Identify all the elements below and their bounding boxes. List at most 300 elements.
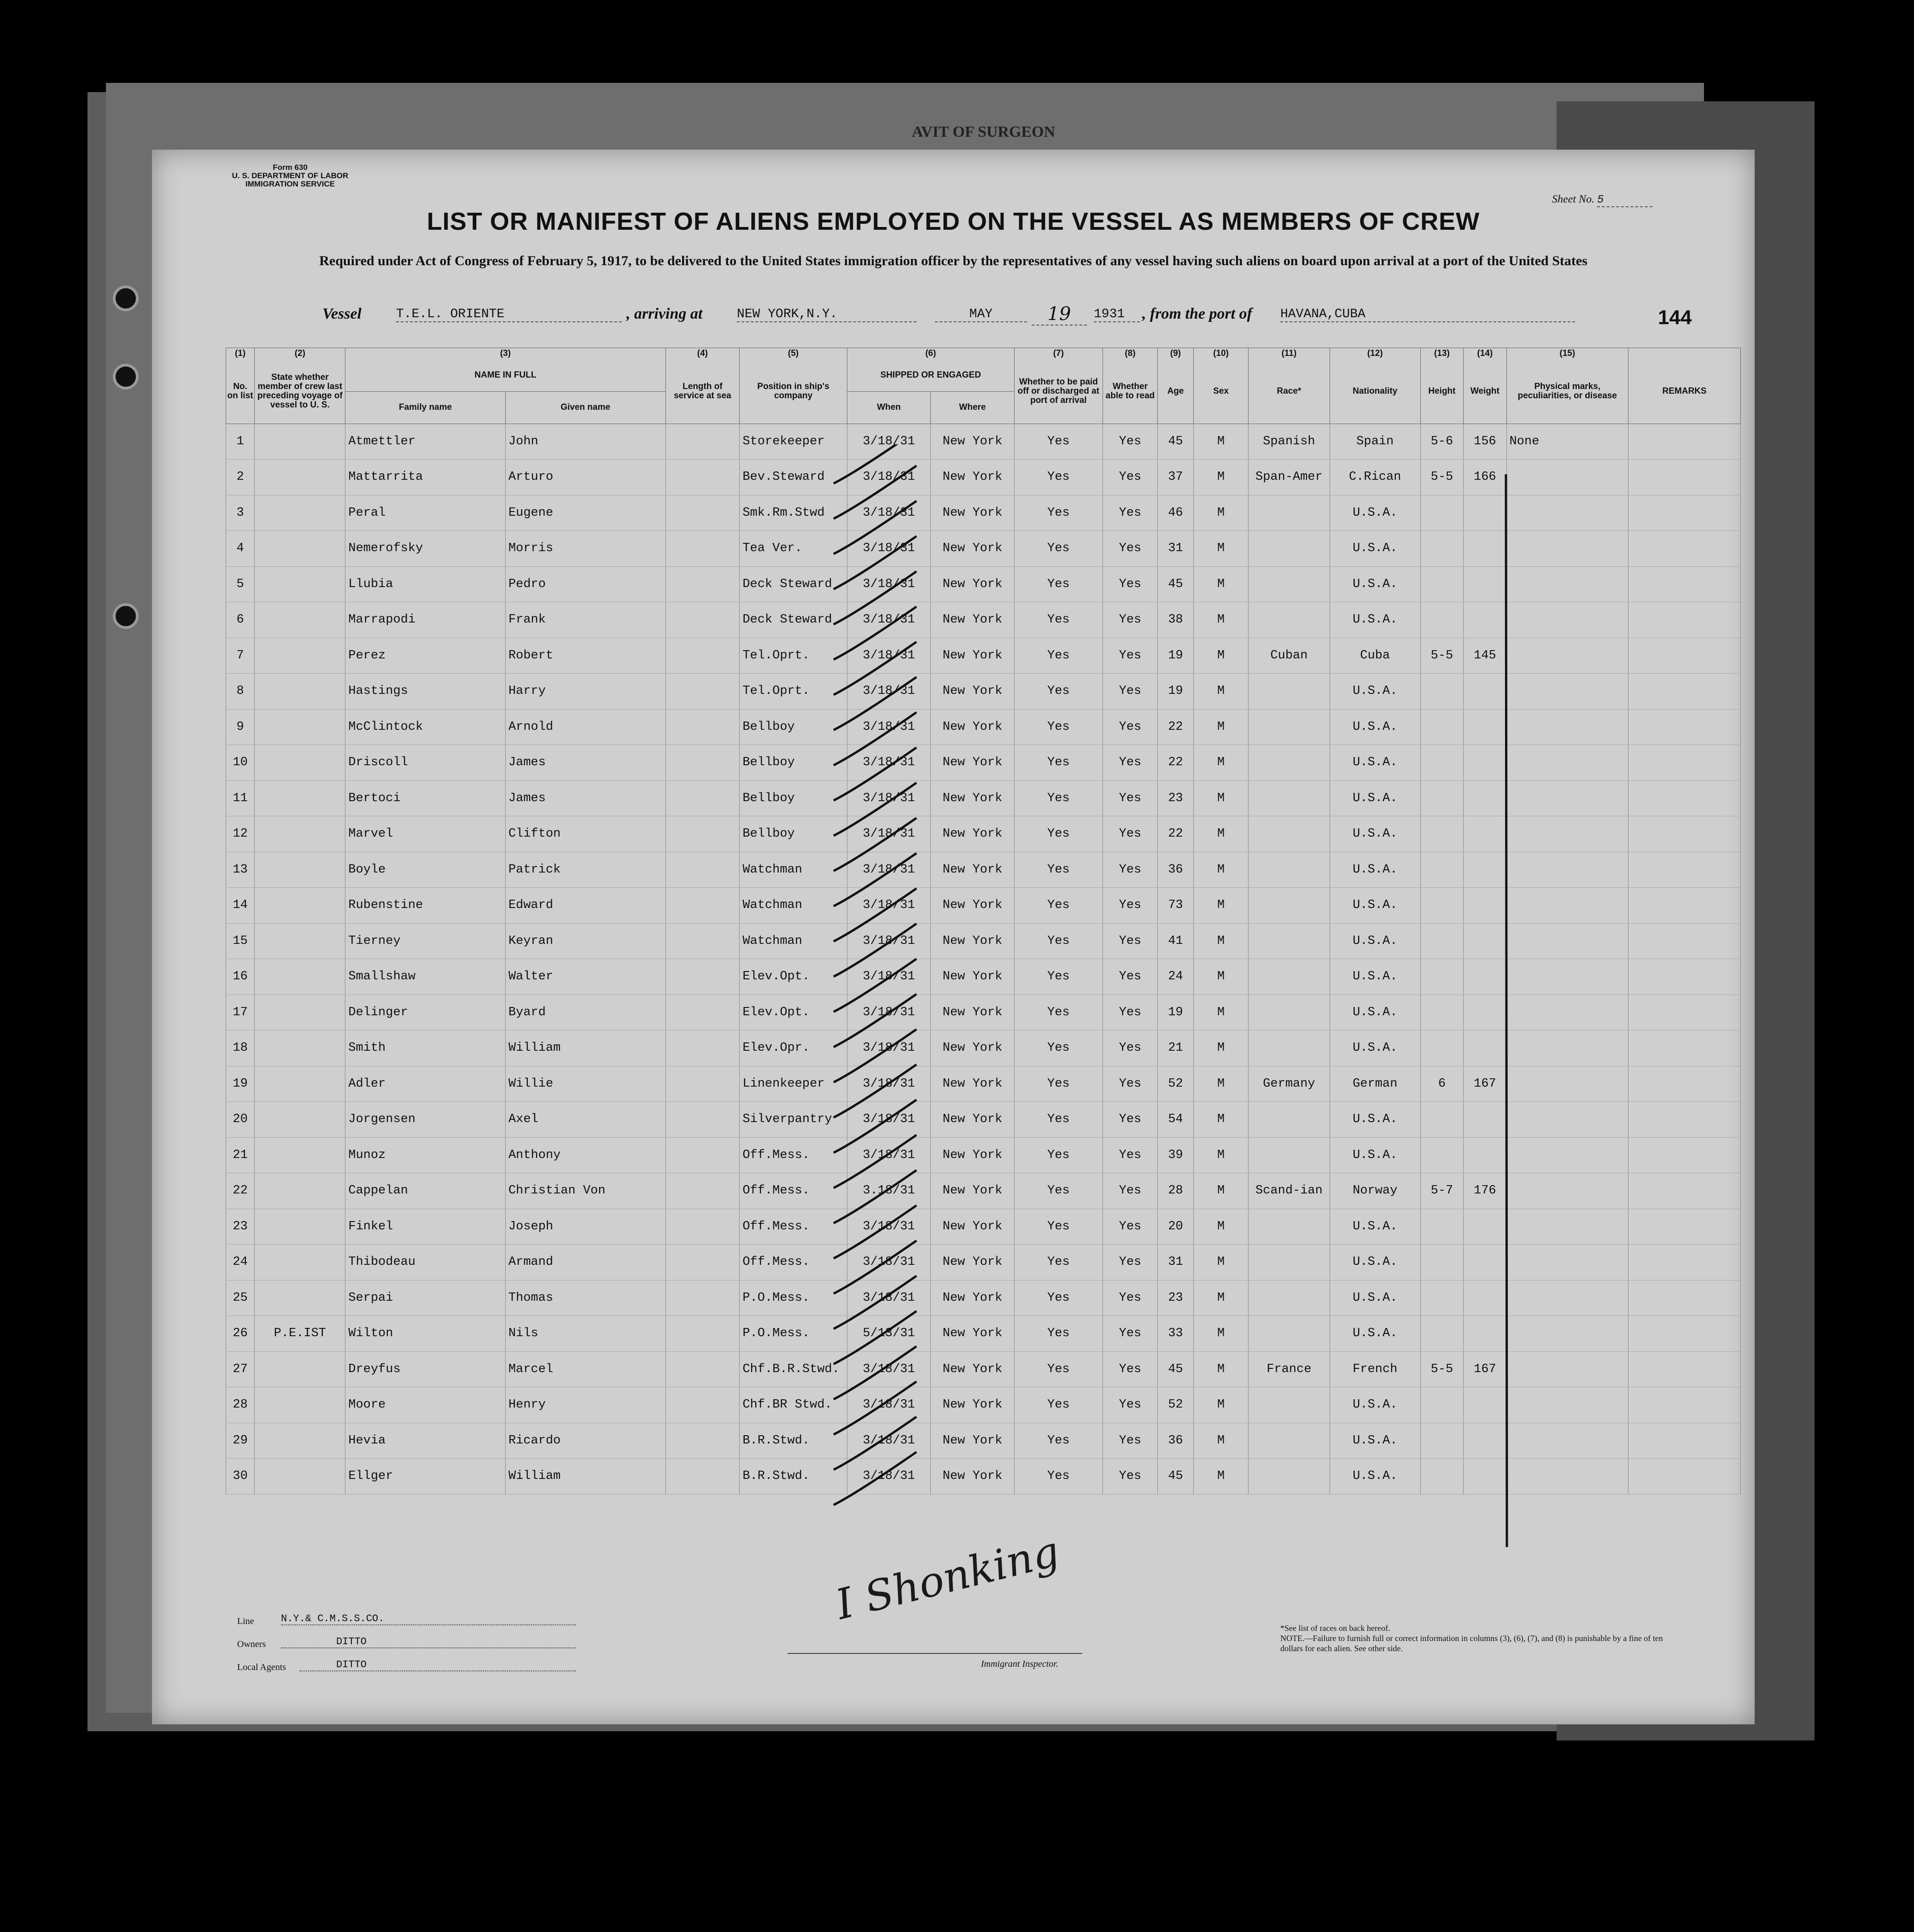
sex-cell: M [1193, 1209, 1248, 1245]
read-cell: Yes [1103, 1245, 1157, 1280]
nationality-cell: U.S.A. [1330, 1316, 1420, 1352]
family-name-cell: Driscoll [345, 745, 506, 781]
paid-off-cell: Yes [1014, 923, 1103, 959]
length-cell [665, 852, 740, 888]
department: U. S. DEPARTMENT OF LABOR [232, 171, 349, 180]
form-header [230, 163, 350, 188]
page-subtitle: Required under Act of Congress of February 5, 1917, to be delivered to the United States immigration officer by the representatives of any vessel having such aliens on board upon arrival at a port of the United States [319, 253, 1587, 268]
row-number: 21 [226, 1137, 255, 1173]
length-cell [665, 780, 740, 816]
length-cell [665, 959, 740, 995]
given-name-cell: Ricardo [505, 1423, 665, 1459]
family-name-cell: Delinger [345, 995, 506, 1030]
when-cell: 3/18/31 [847, 888, 931, 924]
where-cell: New York [931, 566, 1015, 602]
read-cell: Yes [1103, 780, 1157, 816]
race-cell [1249, 888, 1330, 924]
remarks-cell [1628, 1137, 1741, 1173]
where-cell: New York [931, 1245, 1015, 1280]
nationality-cell: U.S.A. [1330, 674, 1420, 710]
nationality-cell: U.S.A. [1330, 816, 1420, 852]
family-name-cell: Adler [345, 1066, 506, 1102]
sex-cell: M [1193, 1316, 1248, 1352]
state-cell [255, 566, 345, 602]
row-number: 18 [226, 1030, 255, 1066]
sex-cell: M [1193, 1030, 1248, 1066]
given-name-cell: Arnold [505, 709, 665, 745]
age-cell: 52 [1158, 1066, 1194, 1102]
position-cell: Watchman [740, 888, 847, 924]
where-cell: New York [931, 674, 1015, 710]
paid-off-cell: Yes [1014, 495, 1103, 531]
race-cell [1249, 709, 1330, 745]
sex-cell: M [1193, 745, 1248, 781]
paid-off-cell: Yes [1014, 1066, 1103, 1102]
check-marks [820, 444, 949, 1586]
sex-cell: M [1193, 959, 1248, 995]
nationality-cell: U.S.A. [1330, 888, 1420, 924]
sex-cell: M [1193, 709, 1248, 745]
age-cell: 22 [1158, 745, 1194, 781]
marks-cell [1506, 495, 1628, 531]
manifest-sheet: Form 630 U. S. DEPARTMENT OF LABOR IMMIGRATION SERVICE Sheet No. 5 LIST OR MANIFEST OF ALIENS EMPLOYED ON THE VESSEL AS MEMBERS OF CREW Required under Act of Congress of February 5, 1917, to be delivered to the United States immigration officer by the representatives of any vessel having such aliens on board upon arrival at a port of the United States Vessel T.E.L. ORIENTE , arriving at NEW YORK,N.Y. MAY 19 1931 , from the port of HAVANA,CUBA 144 (1) (2) (3) (4) (5) (6) (7) (8) (9) (10) (11) (12) (13) (14) (15) No. on list State whether member of crew last preceding voyage of vessel to U. S. NAME IN FULL Length of service at sea Position in ship's company SHIPPED OR ENGAGED Whether to be paid off or discharged at port of arrival Whether able to read Age Sex Race* Nationality Height Weight Physical marks, peculiarities, or disease REMARKS Family name Given name When Where 1 Atmettler John Storekeeper 3/18/31 New York Yes Yes 45 M Spanish Spain 5-6 156 None 2 Mattarrita Arturo Bev.Steward 3/18/31 New York Yes Yes 37 M Span-Amer C.Rican 5-5 166 3 Peral Eugene Smk.Rm.Stwd 3/18/31 New York Yes Yes 46 M U.S.A. 4 Nemerofsky Morris Tea Ver. 3/18/31 New York Yes Yes 31 M U.S.A. 5 Llubia Pedro Deck Steward 3/18/31 New York Yes Yes 45 M U.S.A. 6 Marrapodi Frank Deck Steward 3/18/31 New York Yes Yes 38 M U.S.A. 7 Perez Robert Tel.Oprt. 3/18/31 New York Yes Yes 19 M Cuban Cuba 5-5 145 8 Hastings Harry Tel.Oprt. 3/18/31 New York Yes Yes 19 M U.S.A. 9 McClintock Arnold Bellboy 3/18/31 New York Yes Yes 22 M U.S.A. 10 Driscoll James Bellboy 3/18/31 New York Yes Yes 22 M U.S.A. 11 Bertoci James Bellboy 3/18/31 New York Yes Yes 23 M U.S.A. 12 Marvel Clifton Bellboy 3/18/31 New York Yes Yes 22 M U.S.A. 13 Boyle Patrick Watchman 3/18/31 New York Yes Yes 36 M U.S.A. 14 Rubenstine Edward Watchman 3/18/31 New York Yes Yes 73 M U.S.A. 15 Tierney Keyran Watchman 3/18/31 New York Yes Yes 41 M U.S.A. 16 Smallshaw Walter Elev.Opt. 3/18/31 New York Yes Yes 24 M U.S.A. 17 Delinger Byard Elev.Opt. 3/18/31 New York Yes Yes 19 M U.S.A. 18 Smith William Elev.Opr. 3/18/31 New York Yes Yes 21 M U.S.A. 19 Adler Willie Linenkeeper 3/18/31 New York Yes Yes 52 M Germany German 6 167 20 Jorgensen Axel Silverpantry 3/18/31 New York Yes Yes 54 M U.S.A. 21 Munoz Anthony Off.Mess. 3/18/31 New York Yes Yes 39 M U.S.A. 22 Cappelan Christian Von Off.Mess. 3.18/31 New York Yes Yes 28 M Scand-ian Norway 5-7 176 23 Finkel Joseph Off.Mess. 3/18/31 New York Yes Yes 20 M U.S.A. 24 Thibodeau Armand Off.Mess. 3/18/31 New York Yes Yes 31 M U.S.A. 25 Serpai Thomas P.O.Mess. 3/18/31 New York Yes Yes 23 M U.S.A. 26 P.E.IST Wilton Nils P.O.Mess. 5/13/31 New York Yes Yes 33 M U.S.A. 27 Dreyfus Marcel Chf.B.R.Stwd. 3/18/31 New York Yes Yes 45 M France French 5-5 167 28 Moore Henry Chf.BR Stwd. 3/18/31 New York Yes Yes 52 M U.S.A. 29 Hevia Ricardo B.R.Stwd. 3/18/31 New York Yes Yes 36 M U.S.A. 30 Ellger William B.R.Stwd. 3/18/31 New York Yes Yes 45 M U.S.A. Line N.Y.& C.M.S.S.CO. Owners DITTO Local Agents DITTO I Shonking Immigrant Inspector. *See list of races on back hereof. NOTE.—Failure to furnish full or correct information in columns (3), (6), (7), and (8) is punishable by a fine of ten dollars for each alien. See other side. [152, 150, 1755, 1724]
given-name-cell: Thomas [505, 1280, 665, 1316]
owners-label: Owners [237, 1639, 266, 1649]
given-name-cell: Byard [505, 995, 665, 1030]
nationality-cell: U.S.A. [1330, 1423, 1420, 1459]
marks-cell [1506, 1245, 1628, 1280]
family-name-cell: Hevia [345, 1423, 506, 1459]
where-cell: New York [931, 995, 1015, 1030]
where-cell: New York [931, 1209, 1015, 1245]
row-number: 11 [226, 780, 255, 816]
paid-off-cell: Yes [1014, 531, 1103, 567]
race-cell [1249, 959, 1330, 995]
height-cell: 5-6 [1420, 424, 1463, 460]
remarks-cell [1628, 1102, 1741, 1138]
col-no: No. on list [226, 359, 255, 424]
row-number: 10 [226, 745, 255, 781]
state-cell [255, 1459, 345, 1495]
position-cell: Smk.Rm.Stwd [740, 495, 847, 531]
when-cell: 3/18/31 [847, 1030, 931, 1066]
read-cell: Yes [1103, 1030, 1157, 1066]
position-cell: Silverpantry [740, 1102, 847, 1138]
weight-cell: 145 [1464, 638, 1506, 674]
binder-hole [113, 603, 139, 629]
where-cell: New York [931, 424, 1015, 460]
marks-cell [1506, 460, 1628, 495]
state-cell [255, 1423, 345, 1459]
marks-cell [1506, 1387, 1628, 1423]
height-cell: 5-5 [1420, 1351, 1463, 1387]
nationality-cell: U.S.A. [1330, 566, 1420, 602]
nationality-cell: Cuba [1330, 638, 1420, 674]
where-cell: New York [931, 959, 1015, 995]
col-position: Position in ship's company [740, 359, 847, 424]
weight-cell: 166 [1464, 460, 1506, 495]
nationality-cell: U.S.A. [1330, 745, 1420, 781]
given-name-cell: Walter [505, 959, 665, 995]
length-cell [665, 1030, 740, 1066]
height-cell [1420, 1316, 1463, 1352]
family-name-cell: Boyle [345, 852, 506, 888]
paid-off-cell: Yes [1014, 888, 1103, 924]
height-cell [1420, 602, 1463, 638]
marks-cell [1506, 709, 1628, 745]
age-cell: 22 [1158, 816, 1194, 852]
age-cell: 23 [1158, 1280, 1194, 1316]
row-number: 7 [226, 638, 255, 674]
row-number: 25 [226, 1280, 255, 1316]
arrival-day: 19 [1032, 303, 1087, 326]
position-cell: Tel.Oprt. [740, 674, 847, 710]
race-cell [1249, 852, 1330, 888]
page-title: LIST OR MANIFEST OF ALIENS EMPLOYED ON THE VESSEL AS MEMBERS OF CREW [426, 208, 1480, 235]
height-cell [1420, 1137, 1463, 1173]
read-cell: Yes [1103, 638, 1157, 674]
given-name-cell: Marcel [505, 1351, 665, 1387]
race-cell: France [1249, 1351, 1330, 1387]
where-cell: New York [931, 852, 1015, 888]
remarks-cell [1628, 1280, 1741, 1316]
col-race: Race* [1249, 359, 1330, 424]
agents-label: Local Agents [237, 1662, 286, 1672]
family-name-cell: Cappelan [345, 1173, 506, 1209]
row-number: 6 [226, 602, 255, 638]
race-cell [1249, 531, 1330, 567]
nationality-cell: U.S.A. [1330, 1102, 1420, 1138]
remarks-cell [1628, 959, 1741, 995]
remarks-cell [1628, 638, 1741, 674]
header-label-row-top [226, 359, 1741, 391]
given-name-cell: Willie [505, 1066, 665, 1102]
read-cell: Yes [1103, 852, 1157, 888]
family-name-cell: Marrapodi [345, 602, 506, 638]
read-cell: Yes [1103, 674, 1157, 710]
remarks-cell [1628, 424, 1741, 460]
family-name-cell: Dreyfus [345, 1351, 506, 1387]
nationality-cell: C.Rican [1330, 460, 1420, 495]
length-cell [665, 531, 740, 567]
when-cell: 3/18/31 [847, 816, 931, 852]
given-name-cell: Keyran [505, 923, 665, 959]
given-name-cell: Axel [505, 1102, 665, 1138]
race-cell: Scand-ian [1249, 1173, 1330, 1209]
given-name-cell: Clifton [505, 816, 665, 852]
height-cell [1420, 923, 1463, 959]
age-cell: 19 [1158, 995, 1194, 1030]
where-cell: New York [931, 923, 1015, 959]
service: IMMIGRATION SERVICE [245, 180, 335, 188]
race-cell [1249, 1387, 1330, 1423]
paid-off-cell: Yes [1014, 1245, 1103, 1280]
remarks-cell [1628, 923, 1741, 959]
position-cell: B.R.Stwd. [740, 1423, 847, 1459]
height-cell [1420, 852, 1463, 888]
sex-cell: M [1193, 1351, 1248, 1387]
age-cell: 28 [1158, 1173, 1194, 1209]
col-family: Family name [345, 391, 506, 424]
where-cell: New York [931, 1316, 1015, 1352]
position-cell: Bellboy [740, 709, 847, 745]
length-cell [665, 995, 740, 1030]
when-cell: 3/18/31 [847, 780, 931, 816]
race-cell [1249, 1280, 1330, 1316]
when-cell: 3/18/31 [847, 709, 931, 745]
length-cell [665, 1459, 740, 1495]
state-cell [255, 531, 345, 567]
row-number: 14 [226, 888, 255, 924]
marks-cell [1506, 531, 1628, 567]
remarks-cell [1628, 1209, 1741, 1245]
height-cell [1420, 1423, 1463, 1459]
sex-cell: M [1193, 531, 1248, 567]
nationality-cell: Spain [1330, 424, 1420, 460]
col-when: When [847, 391, 931, 424]
row-number: 8 [226, 674, 255, 710]
length-cell [665, 424, 740, 460]
read-cell: Yes [1103, 1316, 1157, 1352]
sex-cell: M [1193, 566, 1248, 602]
height-cell [1420, 1209, 1463, 1245]
when-cell: 3/18/31 [847, 602, 931, 638]
family-name-cell: Munoz [345, 1137, 506, 1173]
remarks-cell [1628, 816, 1741, 852]
race-cell: Spanish [1249, 424, 1330, 460]
sex-cell: M [1193, 424, 1248, 460]
state-cell [255, 1280, 345, 1316]
race-cell [1249, 1137, 1330, 1173]
race-cell [1249, 1209, 1330, 1245]
paid-off-cell: Yes [1014, 460, 1103, 495]
given-name-cell: Eugene [505, 495, 665, 531]
sex-cell: M [1193, 1066, 1248, 1102]
when-cell: 3.18/31 [847, 1173, 931, 1209]
nationality-cell: U.S.A. [1330, 1245, 1420, 1280]
race-cell [1249, 816, 1330, 852]
marks-cell [1506, 1102, 1628, 1138]
height-cell [1420, 1280, 1463, 1316]
col-height: Height [1420, 359, 1463, 424]
remarks-cell [1628, 674, 1741, 710]
arrival-port: NEW YORK,N.Y. [737, 307, 916, 322]
marks-cell [1506, 780, 1628, 816]
length-cell [665, 1173, 740, 1209]
marks-cell [1506, 1351, 1628, 1387]
age-cell: 22 [1158, 709, 1194, 745]
read-cell: Yes [1103, 1280, 1157, 1316]
length-cell [665, 888, 740, 924]
when-cell: 3/18/31 [847, 674, 931, 710]
paid-off-cell: Yes [1014, 1137, 1103, 1173]
binder-hole [113, 364, 139, 390]
where-cell: New York [931, 1102, 1015, 1138]
nationality-cell: Norway [1330, 1173, 1420, 1209]
given-name-cell: Patrick [505, 852, 665, 888]
family-name-cell: Mattarrita [345, 460, 506, 495]
read-cell: Yes [1103, 1209, 1157, 1245]
age-cell: 46 [1158, 495, 1194, 531]
row-number: 30 [226, 1459, 255, 1495]
marks-cell [1506, 1423, 1628, 1459]
race-cell [1249, 1102, 1330, 1138]
col-given: Given name [505, 391, 665, 424]
row-number: 20 [226, 1102, 255, 1138]
age-cell: 36 [1158, 1423, 1194, 1459]
page-number: 144 [1658, 306, 1692, 329]
nationality-cell: U.S.A. [1330, 1137, 1420, 1173]
marks-cell [1506, 566, 1628, 602]
paid-off-cell: Yes [1014, 995, 1103, 1030]
state-cell [255, 780, 345, 816]
paid-off-cell: Yes [1014, 1173, 1103, 1209]
state-cell [255, 1209, 345, 1245]
age-cell: 52 [1158, 1387, 1194, 1423]
age-cell: 31 [1158, 531, 1194, 567]
length-cell [665, 1066, 740, 1102]
col-nationality: Nationality [1330, 359, 1420, 424]
col-paid-off: Whether to be paid off or discharged at port of arrival [1014, 359, 1103, 424]
remarks-cell [1628, 888, 1741, 924]
read-cell: Yes [1103, 1066, 1157, 1102]
family-name-cell: Tierney [345, 923, 506, 959]
position-cell: Off.Mess. [740, 1209, 847, 1245]
remarks-cell [1628, 566, 1741, 602]
marks-cell [1506, 888, 1628, 924]
marks-cell [1506, 1459, 1628, 1495]
weight-cell: 156 [1464, 424, 1506, 460]
length-cell [665, 602, 740, 638]
state-cell [255, 495, 345, 531]
sheet-number: Sheet No. 5 [1552, 193, 1652, 207]
inspector-label: Immigrant Inspector. [981, 1659, 1058, 1669]
form-number: Form 630 [273, 163, 308, 172]
col-read: Whether able to read [1103, 359, 1157, 424]
race-cell [1249, 1316, 1330, 1352]
state-cell [255, 888, 345, 924]
paid-off-cell: Yes [1014, 745, 1103, 781]
read-cell: Yes [1103, 460, 1157, 495]
sex-cell: M [1193, 1387, 1248, 1423]
age-cell: 36 [1158, 852, 1194, 888]
marks-cell [1506, 745, 1628, 781]
family-name-cell: Atmettler [345, 424, 506, 460]
age-cell: 45 [1158, 1459, 1194, 1495]
state-cell [255, 995, 345, 1030]
affidavit-heading: AVIT OF SURGEON [912, 123, 1056, 140]
sex-cell: M [1193, 1423, 1248, 1459]
owners-value: DITTO [281, 1636, 576, 1648]
where-cell: New York [931, 1173, 1015, 1209]
sex-cell: M [1193, 995, 1248, 1030]
length-cell [665, 745, 740, 781]
race-cell [1249, 674, 1330, 710]
when-cell: 3/18/31 [847, 424, 931, 460]
given-name-cell: John [505, 424, 665, 460]
read-cell: Yes [1103, 888, 1157, 924]
marks-cell [1506, 674, 1628, 710]
state-cell [255, 1030, 345, 1066]
paid-off-cell: Yes [1014, 1209, 1103, 1245]
nationality-cell: U.S.A. [1330, 602, 1420, 638]
paid-off-cell: Yes [1014, 674, 1103, 710]
read-cell: Yes [1103, 995, 1157, 1030]
race-cell [1249, 566, 1330, 602]
nationality-cell: U.S.A. [1330, 852, 1420, 888]
height-cell [1420, 566, 1463, 602]
row-number: 26 [226, 1316, 255, 1352]
penalty-note: NOTE.—Failure to furnish full or correct information in columns (3), (6), (7), and (8) is punishable by a fine of ten dollars for each alien. See other side. [1280, 1634, 1663, 1653]
state-cell [255, 602, 345, 638]
row-number: 19 [226, 1066, 255, 1102]
where-cell: New York [931, 602, 1015, 638]
nationality-cell: U.S.A. [1330, 959, 1420, 995]
family-name-cell: Finkel [345, 1209, 506, 1245]
row-number: 23 [226, 1209, 255, 1245]
col-remarks: REMARKS [1628, 359, 1741, 424]
length-cell [665, 1280, 740, 1316]
nationality-cell: U.S.A. [1330, 1030, 1420, 1066]
race-cell [1249, 995, 1330, 1030]
when-cell: 3/18/31 [847, 995, 931, 1030]
read-cell: Yes [1103, 495, 1157, 531]
paid-off-cell: Yes [1014, 602, 1103, 638]
paid-off-cell: Yes [1014, 959, 1103, 995]
row-number: 5 [226, 566, 255, 602]
race-cell [1249, 495, 1330, 531]
read-cell: Yes [1103, 1102, 1157, 1138]
where-cell: New York [931, 1137, 1015, 1173]
marks-cell [1506, 1066, 1628, 1102]
state-cell [255, 745, 345, 781]
race-cell: Cuban [1249, 638, 1330, 674]
marks-cell [1506, 1316, 1628, 1352]
remarks-cell [1628, 531, 1741, 567]
given-name-cell: Armand [505, 1245, 665, 1280]
col-state: State whether member of crew last preceding voyage of vessel to U. S. [255, 359, 345, 424]
row-number: 22 [226, 1173, 255, 1209]
family-name-cell: Peral [345, 495, 506, 531]
position-cell: P.O.Mess. [740, 1316, 847, 1352]
when-cell: 3/18/31 [847, 959, 931, 995]
when-cell: 3/18/31 [847, 531, 931, 567]
departure-port: HAVANA,CUBA [1280, 307, 1575, 322]
col-shipped: SHIPPED OR ENGAGED [847, 359, 1014, 391]
when-cell: 3/18/31 [847, 1102, 931, 1138]
length-cell [665, 1102, 740, 1138]
remarks-cell [1628, 780, 1741, 816]
height-cell [1420, 816, 1463, 852]
col-name: NAME IN FULL [345, 359, 665, 391]
column-number-row: (1) (2) (3) (4) (5) (6) (7) (8) (9) (10) (11) (12) (13) (14) (15) [226, 348, 1741, 360]
age-cell: 45 [1158, 424, 1194, 460]
read-cell: Yes [1103, 1137, 1157, 1173]
read-cell: Yes [1103, 531, 1157, 567]
position-cell: Off.Mess. [740, 1245, 847, 1280]
height-cell [1420, 959, 1463, 995]
where-cell: New York [931, 1351, 1015, 1387]
marks-cell [1506, 995, 1628, 1030]
row-number: 15 [226, 923, 255, 959]
given-name-cell: Joseph [505, 1209, 665, 1245]
paid-off-cell: Yes [1014, 1387, 1103, 1423]
row-number: 4 [226, 531, 255, 567]
family-name-cell: Hastings [345, 674, 506, 710]
agents-value: DITTO [299, 1659, 576, 1671]
length-cell [665, 1137, 740, 1173]
position-cell: Elev.Opt. [740, 959, 847, 995]
